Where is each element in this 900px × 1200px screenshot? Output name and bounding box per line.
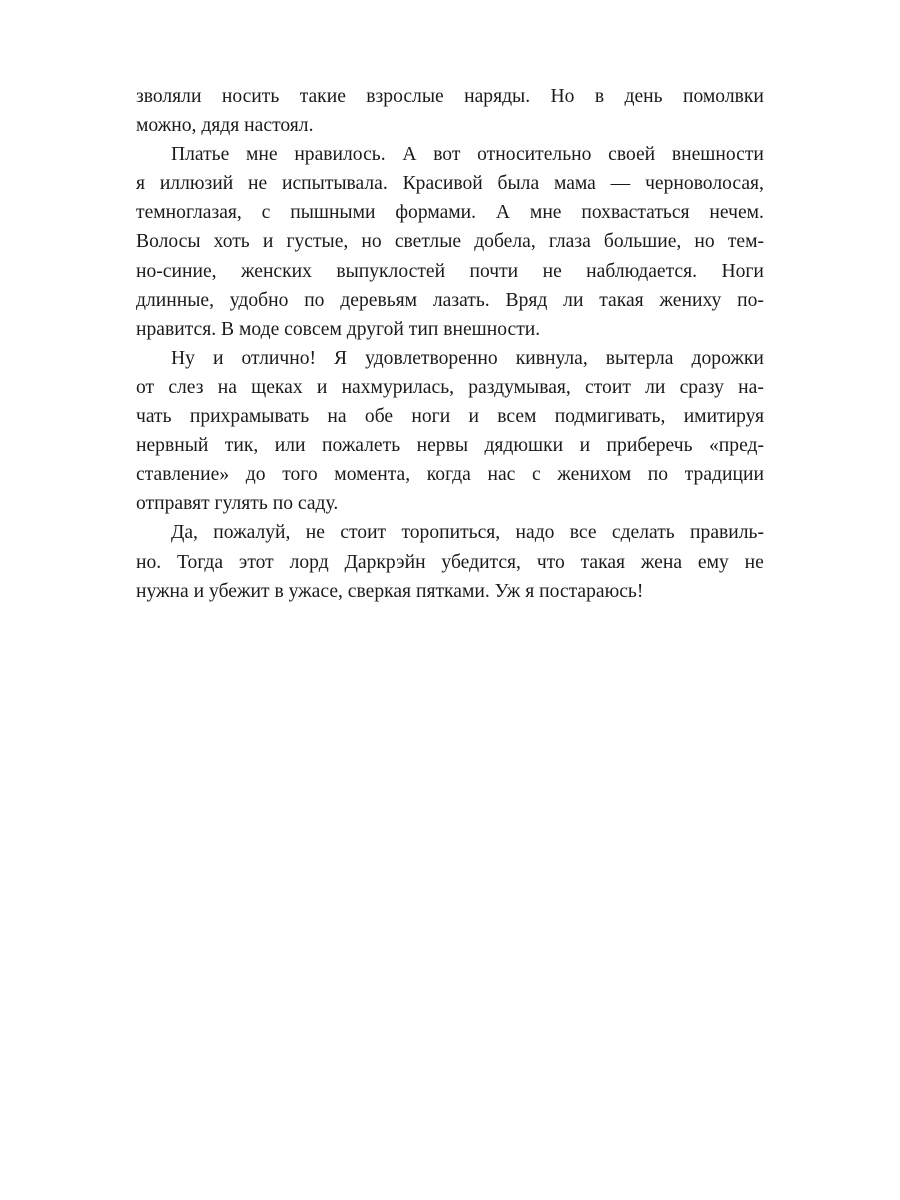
word: наблюдается. bbox=[586, 260, 698, 282]
paragraph bbox=[136, 518, 764, 605]
text-line bbox=[136, 489, 764, 518]
word: имитируя bbox=[683, 406, 764, 428]
word: правиль- bbox=[690, 522, 764, 544]
word: нравится. В моде совсем другой тип внешности. bbox=[136, 318, 541, 340]
word: обе bbox=[364, 406, 394, 428]
word: и bbox=[316, 376, 328, 398]
word: похвастаться bbox=[581, 202, 690, 224]
word: Ну bbox=[171, 347, 195, 369]
word: А bbox=[402, 144, 417, 166]
word: Вряд bbox=[505, 289, 548, 311]
word: кивнула, bbox=[515, 347, 588, 369]
word: с bbox=[261, 202, 271, 224]
text-line bbox=[136, 257, 764, 286]
text-line bbox=[136, 548, 764, 577]
word: нечем. bbox=[709, 202, 764, 224]
word: вытерла bbox=[605, 347, 674, 369]
text-line bbox=[136, 577, 764, 606]
word: Тогда bbox=[177, 551, 224, 573]
word: пожалуй, bbox=[213, 522, 291, 544]
word: — bbox=[610, 173, 631, 195]
word: когда bbox=[426, 464, 471, 486]
word: жениху bbox=[659, 289, 722, 311]
word: глаза bbox=[548, 231, 591, 253]
word: Красивой bbox=[402, 173, 483, 195]
word: надо bbox=[515, 522, 555, 544]
word: тем- bbox=[727, 231, 764, 253]
body-text-block bbox=[136, 82, 764, 606]
word: того bbox=[282, 464, 318, 486]
word: приберечь bbox=[606, 435, 693, 457]
word: или bbox=[274, 435, 306, 457]
paragraph bbox=[136, 344, 764, 519]
text-line bbox=[136, 286, 764, 315]
text-line bbox=[136, 373, 764, 402]
word: пожалеть bbox=[321, 435, 401, 457]
word: щеках bbox=[251, 376, 303, 398]
word: торопиться, bbox=[401, 522, 501, 544]
word: момента, bbox=[334, 464, 411, 486]
word: нервный bbox=[136, 435, 209, 457]
text-line bbox=[136, 111, 764, 140]
text-line bbox=[136, 344, 764, 373]
word: ли bbox=[563, 289, 584, 311]
word: не bbox=[542, 260, 562, 282]
word: стоит bbox=[585, 376, 631, 398]
word: зволяли bbox=[136, 86, 202, 107]
word: сразу bbox=[679, 376, 724, 398]
word: выпуклостей bbox=[336, 260, 446, 282]
word: ему bbox=[697, 551, 729, 573]
word: можно, дядя настоял. bbox=[136, 115, 314, 137]
word: жена bbox=[640, 551, 683, 573]
word: и bbox=[262, 231, 274, 253]
word: по bbox=[304, 289, 325, 311]
word: почти bbox=[469, 260, 519, 282]
word: не bbox=[744, 551, 764, 573]
word: отправят гулять по саду. bbox=[136, 493, 339, 515]
word: с bbox=[531, 464, 541, 486]
text-line bbox=[136, 169, 764, 198]
word: чать bbox=[136, 406, 172, 428]
word: не bbox=[248, 173, 268, 195]
word: дорожки bbox=[691, 347, 764, 369]
word: своей bbox=[608, 144, 656, 166]
word: на bbox=[217, 376, 237, 398]
word: Даркрэйн bbox=[344, 551, 426, 573]
word: нравилось. bbox=[294, 144, 386, 166]
word: черноволосая, bbox=[645, 173, 764, 195]
paragraph bbox=[136, 82, 764, 140]
word: и bbox=[579, 435, 591, 457]
word: что bbox=[536, 551, 565, 573]
word: отлично! bbox=[241, 347, 317, 369]
word: помолвки bbox=[683, 86, 764, 107]
word: внешности bbox=[671, 144, 764, 166]
word: нас bbox=[487, 464, 516, 486]
word: хоть bbox=[213, 231, 250, 253]
word: пышными bbox=[290, 202, 376, 224]
word: мне bbox=[246, 144, 278, 166]
word: прихрамывать bbox=[189, 406, 310, 428]
word: такие bbox=[299, 86, 346, 107]
word: женских bbox=[240, 260, 312, 282]
word: убедится, bbox=[441, 551, 521, 573]
word: А bbox=[495, 202, 511, 224]
word: «пред- bbox=[708, 435, 764, 457]
word: подмигивать, bbox=[554, 406, 666, 428]
word: все bbox=[569, 522, 597, 544]
word: слез bbox=[168, 376, 204, 398]
word: взрослые bbox=[366, 86, 444, 107]
word: и bbox=[212, 347, 224, 369]
text-line bbox=[136, 315, 764, 344]
text-line bbox=[136, 460, 764, 489]
word: относительно bbox=[477, 144, 592, 166]
word: стоит bbox=[340, 522, 387, 544]
word: темноглазая, bbox=[136, 202, 242, 224]
word: наряды. bbox=[464, 86, 531, 107]
word: Да, bbox=[171, 522, 198, 544]
word: густые, bbox=[286, 231, 349, 253]
word: но-синие, bbox=[136, 260, 217, 282]
word: на bbox=[327, 406, 347, 428]
word: по bbox=[647, 464, 669, 486]
text-line bbox=[136, 198, 764, 227]
text-line bbox=[136, 140, 764, 169]
word: удовлетворенно bbox=[365, 347, 498, 369]
word: большие, bbox=[603, 231, 682, 253]
word: в bbox=[594, 86, 605, 107]
word: иллюзий bbox=[159, 173, 234, 195]
word: такая bbox=[599, 289, 644, 311]
word: до bbox=[245, 464, 266, 486]
word: ноги bbox=[411, 406, 451, 428]
word: формами. bbox=[395, 202, 477, 224]
word: длинные, bbox=[136, 289, 214, 311]
word: Я bbox=[334, 347, 348, 369]
word: этот bbox=[238, 551, 274, 573]
word: тик, bbox=[224, 435, 259, 457]
word: Платье bbox=[171, 144, 230, 166]
word: сделать bbox=[611, 522, 675, 544]
word: испытывала. bbox=[281, 173, 388, 195]
word: я bbox=[136, 173, 146, 195]
word: лазать. bbox=[432, 289, 490, 311]
word: лорд bbox=[289, 551, 329, 573]
word: дядюшки bbox=[484, 435, 564, 457]
word: Но bbox=[550, 86, 575, 107]
word: раздумывая, bbox=[468, 376, 571, 398]
paragraph bbox=[136, 140, 764, 344]
word: но. bbox=[136, 551, 162, 573]
word: от bbox=[136, 376, 155, 398]
word: на- bbox=[738, 376, 764, 398]
word: нахмурилась, bbox=[341, 376, 455, 398]
word: не bbox=[305, 522, 325, 544]
word: традиции bbox=[684, 464, 764, 486]
word: такая bbox=[580, 551, 626, 573]
word: была bbox=[497, 173, 540, 195]
text-line bbox=[136, 227, 764, 256]
word: но bbox=[361, 231, 382, 253]
text-line bbox=[136, 402, 764, 431]
word: всем bbox=[497, 406, 537, 428]
text-line bbox=[136, 518, 764, 547]
text-line bbox=[136, 82, 764, 111]
word: удобно bbox=[229, 289, 289, 311]
text-line bbox=[136, 431, 764, 460]
word: ли bbox=[645, 376, 666, 398]
word: Ноги bbox=[721, 260, 764, 282]
word: и bbox=[468, 406, 479, 428]
word: Волосы bbox=[136, 231, 201, 253]
word: деревьям bbox=[340, 289, 418, 311]
word: светлые bbox=[394, 231, 462, 253]
word: но bbox=[694, 231, 715, 253]
word: носить bbox=[221, 86, 280, 107]
word: женихом bbox=[557, 464, 632, 486]
word: день bbox=[624, 86, 663, 107]
word: вот bbox=[433, 144, 461, 166]
word: ставление» bbox=[136, 464, 230, 486]
word: нужна и убежит в ужасе, сверкая пятками. Уж я постараюсь! bbox=[136, 580, 644, 602]
word: нервы bbox=[416, 435, 468, 457]
word: добела, bbox=[474, 231, 536, 253]
word: по- bbox=[737, 289, 764, 311]
word: мама bbox=[553, 173, 596, 195]
word: мне bbox=[529, 202, 562, 224]
